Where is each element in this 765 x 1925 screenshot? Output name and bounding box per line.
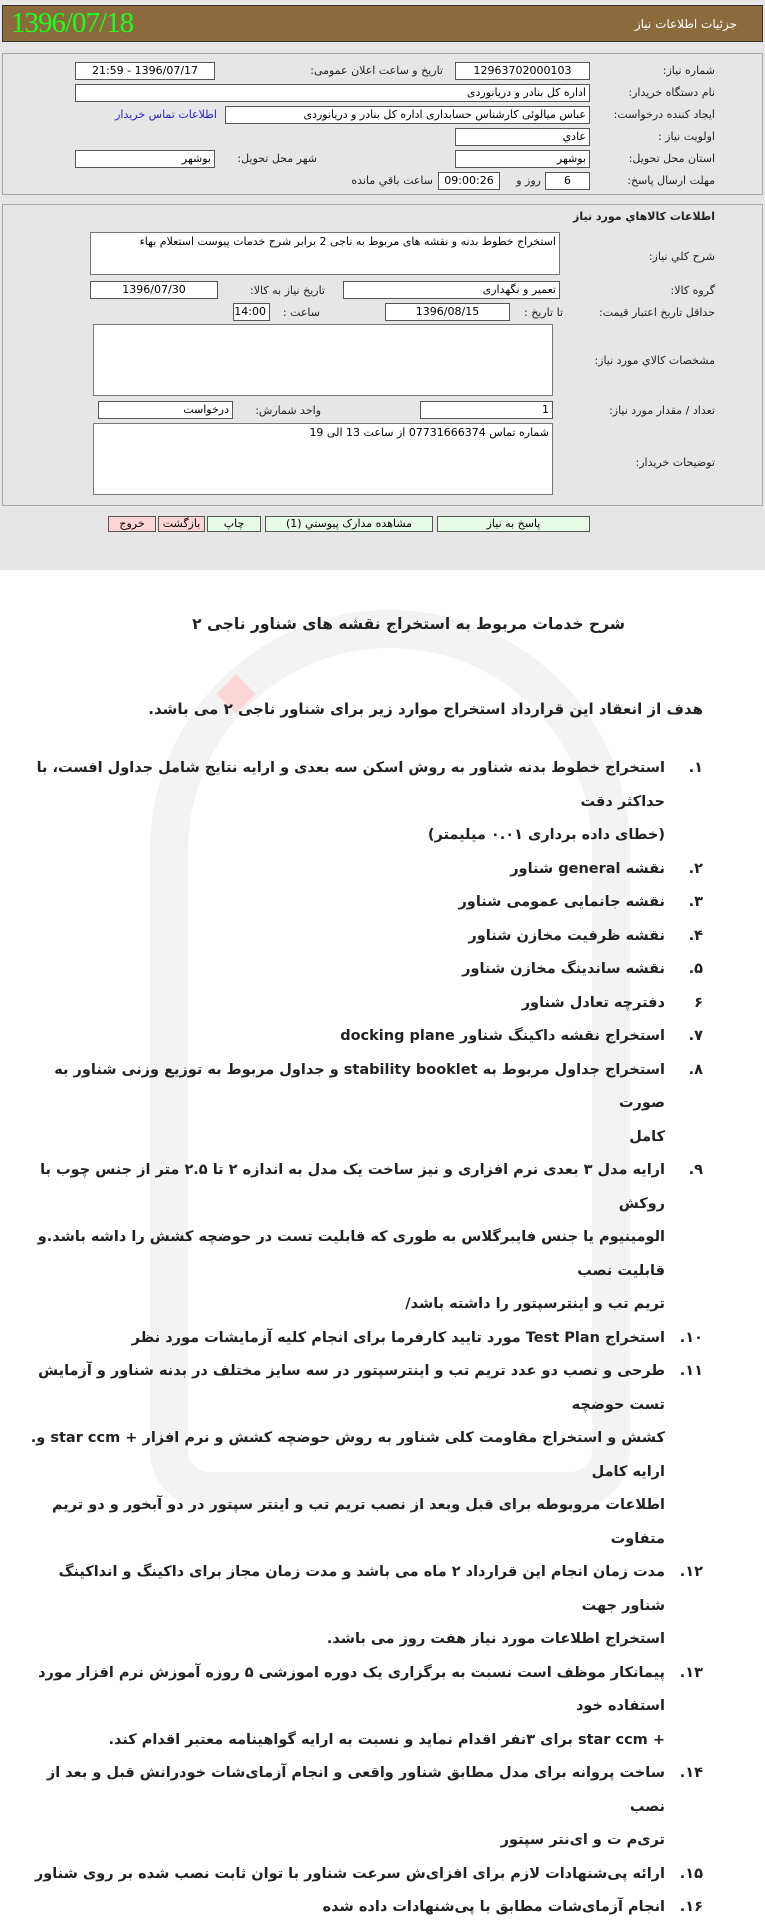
- list-item: [20, 1020, 703, 1054]
- services-list: [20, 752, 703, 1925]
- province-field[interactable]: بوشهر: [455, 150, 590, 168]
- unit-field[interactable]: درخواست: [98, 401, 233, 419]
- list-item-number: ۲.: [688, 860, 703, 877]
- list-item-number: ۹.: [688, 1162, 703, 1178]
- reply-button[interactable]: پاسخ به نیاز: [437, 516, 590, 532]
- qty-label: تعداد / مقدار مورد نیاز:: [609, 404, 715, 417]
- group-label: گروه کالا:: [670, 284, 715, 297]
- list-item-body: [20, 853, 677, 887]
- list-item-number: ۸.: [688, 1061, 703, 1078]
- list-item: [20, 1657, 703, 1758]
- list-item-text: نقشه general شناور: [510, 860, 665, 877]
- goods-section-title: اطلاعات کالاهاي مورد نياز: [573, 210, 715, 223]
- specs-label: مشخصات کالاي مورد نياز:: [594, 354, 715, 367]
- document-title: شرح خدمات مربوط به استخراج نقشه های شناور ناجی ۲: [192, 615, 625, 633]
- list-item: [20, 1054, 703, 1155]
- hour-label: ساعت :: [282, 306, 320, 319]
- list-item-body: [20, 1657, 677, 1758]
- current-date: 1396/07/18: [11, 7, 134, 39]
- list-item: [20, 1891, 703, 1925]
- list-item-text: مدت زمان انجام این قرارداد ۲ ماه می باشد و مدت زمان مجاز برای داکینگ و انداکینگ شناور جهت: [58, 1564, 665, 1614]
- city-field[interactable]: بوشهر: [75, 150, 215, 168]
- priority-label: اولویت نیاز :: [657, 130, 715, 143]
- list-item-text: استخراج اطلاعات مورد نیاز هفت روز می باشد.: [326, 1631, 665, 1647]
- list-item-text: ارایه مدل ۳ بعدی نرم افزاری و نیز ساخت یک مدل به اندازه ۲ تا ۲.۵ متر از جنس چوب با روکش: [40, 1162, 665, 1212]
- to-date-label: تا تاریخ :: [524, 306, 563, 319]
- list-item-number: ۱۴.: [679, 1765, 703, 1781]
- province-label: استان محل تحویل:: [628, 152, 715, 165]
- list-item-number: ۱۰.: [679, 1329, 703, 1346]
- list-item-body: [20, 953, 677, 987]
- back-button[interactable]: بازگشت: [158, 516, 205, 532]
- unit-label: واحد شمارش:: [255, 404, 321, 417]
- list-item: [20, 1858, 703, 1892]
- specs-textarea[interactable]: [93, 324, 553, 396]
- list-item-text: اطلاعات مروبوطه برای قبل وبعد از نصب تریم تب و اینتر سپتور در دو آبخور و دو تریم متفاوت: [51, 1497, 665, 1547]
- list-item-body: [20, 987, 677, 1021]
- list-item-number: ۱.: [688, 760, 703, 776]
- list-item: [20, 1757, 703, 1858]
- list-item: [20, 1154, 703, 1322]
- list-item-text: استخراج جداول مربوط به stability booklet و جداول مربوط به توزیع وزنی شناور به صورت: [54, 1061, 665, 1111]
- to-date-field[interactable]: 1396/08/15: [385, 303, 510, 321]
- days-suffix: روز و: [516, 174, 541, 187]
- list-item-body: [20, 1154, 677, 1322]
- list-item-number: ۳.: [688, 894, 703, 910]
- list-item-text: استخراج Test Plan مورد تایید کارفرما برای انجام کلیه آزمایشات مورد نظر: [131, 1329, 665, 1346]
- need-number-field[interactable]: 12963702000103: [455, 62, 590, 80]
- city-label: شهر محل تحویل:: [237, 152, 317, 165]
- list-item-text: کامل: [629, 1128, 665, 1145]
- list-item-number: ۱۳.: [679, 1664, 703, 1681]
- qty-field[interactable]: 1: [420, 401, 553, 419]
- list-item-text: کشش و استخراج مقاومت کلی شناور به روش حوضچه کشش و نرم افزار + star ccm و. ارایه کامل: [30, 1430, 665, 1480]
- list-item-body: [20, 752, 677, 853]
- need-number-label: شماره نیاز:: [662, 64, 715, 77]
- need-date-label: تاریخ نیاز به کالا:: [250, 284, 325, 297]
- list-item-text: انجام آزمای‌شات مطابق با پی‌شنهادات داده شده: [322, 1899, 665, 1915]
- print-button[interactable]: چاپ: [207, 516, 261, 532]
- need-details-page: [0, 0, 765, 570]
- list-item-text: ارائه پی‌شنهادات لازم برای افزای‌ش سرعت شناور با توان ثابت نصب شده بر روی شناور: [34, 1865, 665, 1882]
- list-item-body: [20, 1020, 677, 1054]
- list-item: [20, 886, 703, 920]
- buyer-field[interactable]: اداره کل بنادر و دریانوردی: [75, 84, 590, 102]
- list-item-text: نقشه جانمایی عمومی شناور: [458, 894, 665, 910]
- list-item-text: پیمانکار موظف است نسبت به برگزاری یک دوره اموزشی ۵ روزه آموزش نرم افزار مورد استفاده خود: [38, 1664, 665, 1714]
- list-item-number: ۷.: [688, 1028, 703, 1044]
- view-documents-button[interactable]: مشاهده مدارک پیوستي (1): [265, 516, 433, 532]
- exit-button[interactable]: خروج: [108, 516, 156, 532]
- document-intro: هدف از انعقاد این قرارداد استخراج موارد زیر برای شناور ناجی ۲ می باشد.: [148, 700, 703, 718]
- hour-field[interactable]: 14:00: [233, 303, 270, 321]
- list-item: [20, 987, 703, 1021]
- time-left-suffix: ساعت باقي مانده: [351, 174, 433, 187]
- list-item-text: نقشه ساندینگ مخازن شناور: [462, 961, 665, 977]
- list-item: [20, 1355, 703, 1556]
- list-item-text: استخراج نقشه داکینگ شناور docking plane: [340, 1028, 665, 1044]
- creator-label: ایجاد کننده درخواست:: [613, 108, 715, 121]
- list-item-text: تری‌م ت و ای‌نتر سپتور: [500, 1832, 665, 1848]
- desc-textarea[interactable]: استخراج خطوط بدنه و نقشه های مربوط به ناجی 2 برابر شرح خدمات پیوست استعلام بهاء: [90, 232, 560, 275]
- list-item-number: ۶: [694, 994, 703, 1011]
- list-item-text: (خطای داده برداری ۰.۰۱ میلیمتر): [427, 827, 665, 843]
- list-item: [20, 752, 703, 853]
- notes-textarea[interactable]: شماره تماس 07731666374 از ساعت 13 الی 19: [93, 423, 553, 495]
- list-item-body: [20, 1322, 677, 1356]
- list-item-text: + star ccm برای ۳نفر اقدام نماید و نسبت به ارایه گواهینامه معتبر اقدام کند.: [108, 1731, 665, 1748]
- list-item-text: دفترچه تعادل شناور: [521, 994, 665, 1011]
- announce-label: تاریخ و ساعت اعلان عمومی:: [310, 64, 443, 77]
- list-item: [20, 953, 703, 987]
- list-item-body: [20, 886, 677, 920]
- list-item: [20, 1556, 703, 1657]
- list-item-number: ۱۱.: [679, 1363, 703, 1379]
- list-item-number: ۱۶.: [679, 1899, 703, 1915]
- list-item-text: طرحی و نصب دو عدد تریم تب و اینترسپتور در سه سایز مختلف در بدنه شناور و آزمایش تست حوضچه: [38, 1363, 665, 1413]
- header-bar: [2, 5, 763, 42]
- priority-field[interactable]: عادي: [455, 128, 590, 146]
- list-item-number: ۴.: [688, 927, 703, 944]
- days-field[interactable]: 6: [545, 172, 590, 190]
- group-field[interactable]: تعمیر و نگهداری: [343, 281, 560, 299]
- time-left-field[interactable]: 09:00:26: [438, 172, 500, 190]
- list-item-body: [20, 1355, 677, 1556]
- announce-field[interactable]: 1396/07/17 - 21:59: [75, 62, 215, 80]
- deadline-label: مهلت ارسال پاسخ:: [627, 174, 715, 187]
- list-item-body: [20, 1858, 677, 1892]
- list-item-number: ۱۲.: [679, 1564, 703, 1580]
- list-item-body: [20, 1757, 677, 1858]
- page-title: جزئیات اطلاعات نیاز: [634, 17, 737, 31]
- list-item-text: الومینیوم یا جنس فایبرگلاس به طوری که قابلیت تست در حوضچه کشش را داشه باشد.و قابلیت نصب: [37, 1229, 665, 1279]
- notes-label: توضیحات خریدار:: [635, 456, 715, 469]
- creator-field[interactable]: عباس میالوئی کارشناس حسابداری اداره کل بنادر و دریانوردی: [225, 106, 590, 124]
- list-item-text: ساخت پروانه برای مدل مطابق شناور واقعی و انجام آزمای‌شات خودرانش قبل و بعد از نصب: [46, 1765, 665, 1815]
- validity-label: حداقل تاریخ اعتبار قیمت:: [599, 306, 715, 319]
- buyer-label: نام دستگاه خریدار:: [628, 86, 715, 99]
- list-item-body: [20, 920, 677, 954]
- list-item: [20, 1322, 703, 1356]
- list-item: [20, 920, 703, 954]
- list-item: [20, 853, 703, 887]
- list-item-body: [20, 1891, 677, 1925]
- list-item-text: استخراج خطوط بدنه شناور به روش اسکن سه بعدی و ارایه نتایج شامل جداول افست، با حداکثر دقت: [36, 760, 665, 810]
- list-item-text: تریم تب و اینترسپتور را داشته باشد/: [405, 1296, 665, 1312]
- list-item-text: نقشه ظرفیت مخازن شناور: [468, 927, 665, 944]
- list-item-body: [20, 1054, 677, 1155]
- list-item-body: [20, 1556, 677, 1657]
- need-date-field[interactable]: 1396/07/30: [90, 281, 218, 299]
- desc-label: شرح کلي نياز:: [648, 250, 715, 263]
- list-item-number: ۵.: [688, 961, 703, 977]
- list-item-number: ۱۵.: [679, 1865, 703, 1882]
- buyer-contact-link[interactable]: اطلاعات تماس خریدار: [115, 108, 217, 121]
